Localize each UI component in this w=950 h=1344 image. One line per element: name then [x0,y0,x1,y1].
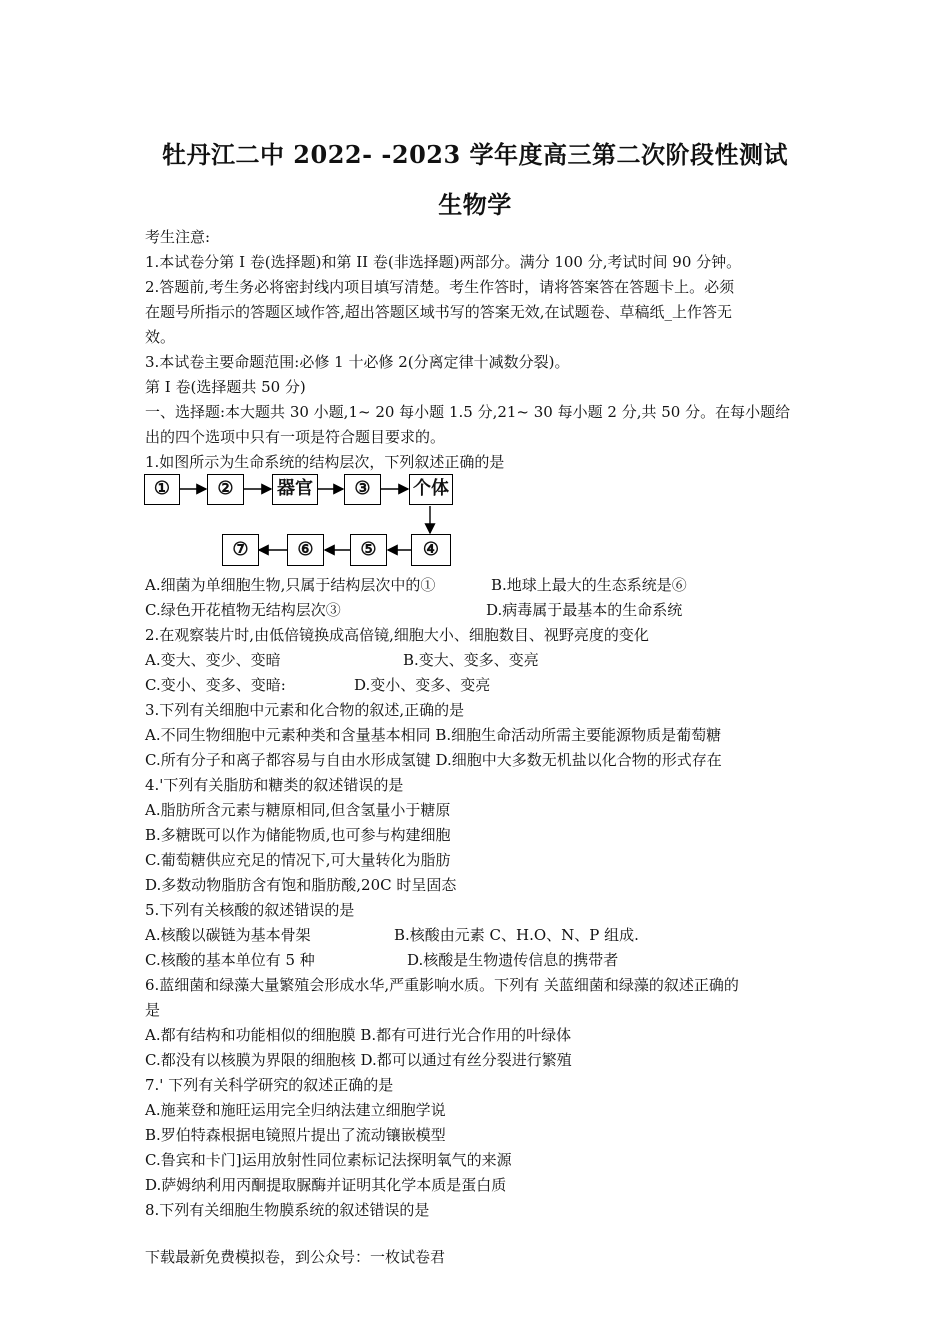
q3-options-ab: A.不同生物细胞中元素种类和含量基本相同 B.细胞生命活动所需主要能源物质是葡萄糖 [145,726,722,744]
q5-option-a: A.核酸以碳链为基本骨架 [145,926,311,944]
section-instruction: 一、选择题:本大题共 30 小题,1~ 20 每小题 1.5 分,21~ 30 每小题 2 分,共 50 分。在每小题给 [145,403,791,421]
exam-subject: 生物学 [438,190,512,219]
diagram-node: ④ [411,534,451,566]
notice-item: 2.答题前,考生务必将密封线内项目填写清楚。考生作答时，请将答案答在答题卡上。必须 [145,278,735,296]
q7-option-d: D.萨姆纳利用丙酮提取脲酶并证明其化学本质是蛋白质 [145,1176,507,1194]
diagram-node: ③ [344,474,381,505]
diagram-node: ⑥ [287,534,324,566]
q5-option-d: D.核酸是生物遗传信息的携带者 [407,951,619,969]
q4-stem: 4.'下列有关脂肪和糖类的叙述错误的是 [145,776,404,794]
diagram-node: ② [207,474,244,505]
q6-stem-cont: 是 [145,1001,161,1019]
q7-option-a: A.施莱登和施旺运用完全归纳法建立细胞学说 [145,1101,446,1119]
q1-option-d: D.病毒属于最基本的生命系统 [486,601,683,619]
diagram-node: ① [144,474,180,505]
q3-options-cd: C.所有分子和离子都容易与自由水形成氢键 D.细胞中大多数无机盐以化合物的形式存在 [145,751,722,769]
q5-option-b: B.核酸由元素 C、H.O、N、P 组成. [394,926,639,944]
q7-option-c: C.鲁宾和卡门]运用放射性同位素标记法探明氧气的来源 [145,1151,512,1169]
q4-option-b: B.多糖既可以作为储能物质,也可参与构建细胞 [145,826,451,844]
diagram-node: ⑤ [350,534,387,566]
q2-stem: 2.在观察装片时,由低倍镜换成高倍镜,细胞大小、细胞数目、视野亮度的变化 [145,626,649,644]
footer-note: 下载最新免费模拟卷，到公众号：一枚试卷君 [145,1248,446,1266]
q2-option-d: D.变小、变多、变亮 [354,676,491,694]
q4-option-d: D.多数动物脂肪含有饱和脂肪酸,20C 时呈固态 [145,876,457,894]
q5-stem: 5.下列有关核酸的叙述错误的是 [145,901,355,919]
q6-options-ab: A.都有结构和功能相似的细胞膜 B.都有可进行光合作用的叶绿体 [145,1026,572,1044]
q1-stem: 1.如图所示为生命系统的结构层次，下列叙述正确的是 [145,453,505,471]
q7-stem: 7.' 下列有关科学研究的叙述正确的是 [145,1076,394,1094]
notice-item: 在题号所指示的答题区域作答,超出答题区域书写的答案无效,在试题卷、草稿纸_上作答无 [145,303,733,321]
q6-stem: 6.蓝细菌和绿藻大量繁殖会形成水华,严重影响水质。下列有 关蓝细菌和绿藻的叙述正确的 [145,976,739,994]
notice-item: 效。 [145,328,176,346]
q2-option-a: A.变大、变少、变暗 [145,651,281,669]
q1-option-c: C.绿色开花植物无结构层次③ [145,601,341,619]
q6-options-cd: C.都没有以核膜为界限的细胞核 D.都可以通过有丝分裂进行繁殖 [145,1051,572,1069]
section-instruction: 出的四个选项中只有一项是符合题目要求的。 [145,428,446,446]
q8-stem: 8.下列有关细胞生物膜系统的叙述错误的是 [145,1201,430,1219]
q5-option-c: C.核酸的基本单位有 5 种 [145,951,315,969]
q3-stem: 3.下列有关细胞中元素和化合物的叙述,正确的是 [145,701,465,719]
notice-heading: 考生注意: [145,228,211,246]
notice-item: 3.本试卷主要命题范围:必修 1 十必修 2(分离定律十减数分裂)。 [145,353,570,371]
q4-option-c: C.葡萄糖供应充足的情况下,可大量转化为脂肪 [145,851,451,869]
diagram-arrows [0,0,950,600]
q4-option-a: A.脂肪所含元素与糖原相同,但含氢量小于糖原 [145,801,451,819]
q2-option-c: C.变小、变多、变暗: [145,676,286,694]
q1-option-b: B.地球上最大的生态系统是⑥ [491,576,687,594]
diagram-node: 器官 [272,474,318,505]
exam-title: 牡丹江二中 2022- -2023 学年度高三第二次阶段性测试 [161,140,789,169]
q7-option-b: B.罗伯特森根据电镜照片提出了流动镶嵌模型 [145,1126,446,1144]
section-label: 第 I 卷(选择题共 50 分) [145,378,306,396]
diagram-node: 个体 [409,474,453,505]
q1-option-a: A.细菌为单细胞生物,只属于结构层次中的① [145,576,436,594]
notice-item: 1.本试卷分第 I 卷(选择题)和第 II 卷(非选择题)两部分。满分 100 分,考试时间 90 分钟。 [145,253,742,271]
q2-option-b: B.变大、变多、变亮 [403,651,539,669]
diagram-node: ⑦ [222,534,259,566]
